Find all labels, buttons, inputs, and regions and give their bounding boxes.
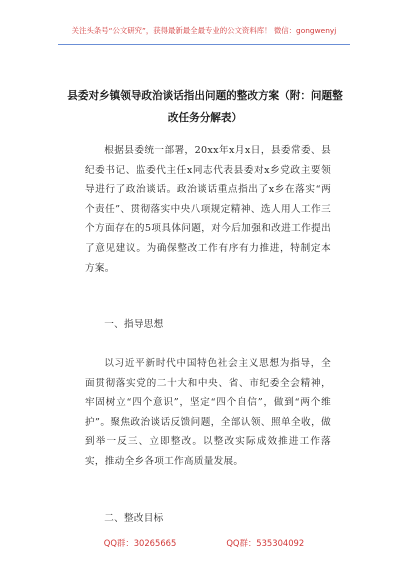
footer-qq-group-2: QQ群：535304092 [226,538,305,548]
section-heading-rectification-goals: 二、整改目标 [104,513,164,524]
document-title: 县委对乡镇领导政治谈话指出问题的整改方案（附：问题整改任务分解表） [67,90,343,124]
section-heading-guiding-ideology: 一、指导思想 [104,319,164,330]
header-banner: 关注头条号“公文研究”，获得最新最全最专业的公文资料库！ 微信：gongwenyj [71,26,337,35]
intro-paragraph: 根据县委统一部署，20xx年x月x日，县委常委、县纪委书记、监委代主任x同志代表县委对x乡党政主要领导进行了政治谈话。政治谈话重点指出了x乡在落实“两个责任”、贯彻落实中央八项规定精神、选人用人工作三个方面存在的5项具体问题，对今后加强和改进工作提出了意见建议。为确保整改工作有序有力推进，特制定本方案。 [85,145,331,274]
footer-qq-group-1: QQ群：30265665 [103,538,177,548]
guiding-ideology-paragraph: 以习近平新时代中国特色社会主义思想为指导，全面贯彻落实党的二十大和中央、省、市纪委全会精神，牢固树立“四个意识”，坚定“四个自信”，做到“两个维护”。聚焦政治谈话反馈问题，全部认领、照单全收，做到举一反三、立即整改。以整改实际成效推进工作落实，推动全乡各项工作高质量发展。 [85,358,331,467]
header-divider [58,44,350,45]
footer-contact-bar [0,533,408,553]
